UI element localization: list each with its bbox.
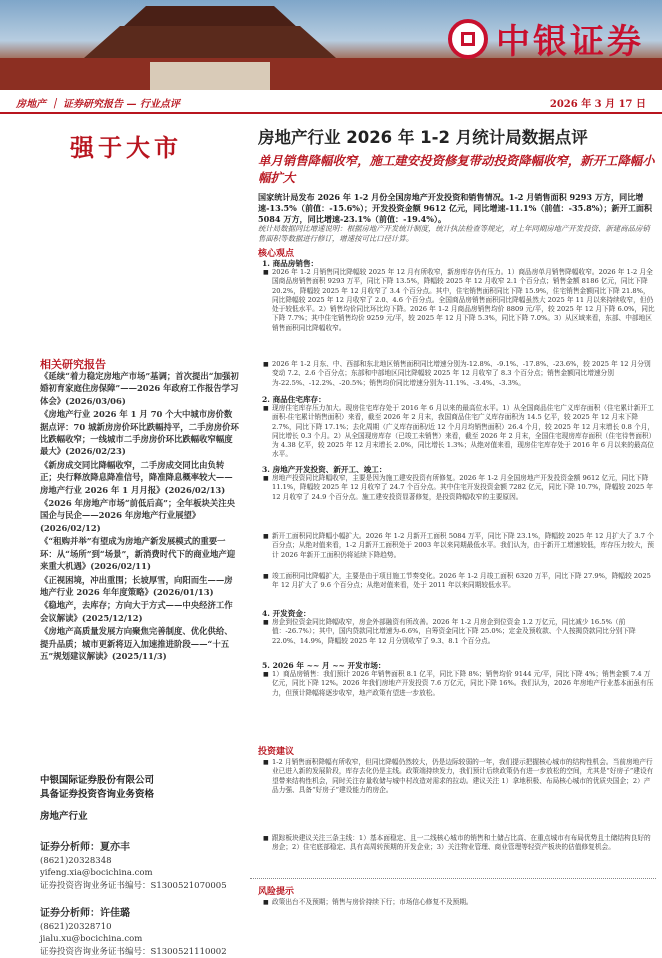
point-heading: 4. 开发资金： bbox=[262, 608, 311, 619]
stat-note: 统计局数据同比增速说明：根据房地产开发统计制度，统计执法检查等规定，对上年同期房地产开发投资、新建商品房销售面积等数据进行修订，增速按可比口径计算。 bbox=[258, 224, 656, 245]
section-core-points: 核心观点 bbox=[258, 246, 294, 259]
point-heading: 5. 2026 年 ~~ 月 ~~ 开发市场： bbox=[262, 660, 386, 671]
category-bar bbox=[0, 92, 662, 114]
point-heading: 2. 商品住宅库存： bbox=[262, 394, 326, 405]
company-qualification: 具备证券投资咨询业务资格 bbox=[40, 788, 240, 802]
brand bbox=[448, 14, 644, 63]
point-heading: 1. 商品房销售： bbox=[262, 258, 318, 269]
report-date: 2026 年 3 月 17 日 bbox=[550, 95, 646, 110]
analyst-license: 证券投资咨询业务证书编号：S1300521070005 bbox=[40, 880, 240, 893]
palace-roof-upper bbox=[110, 6, 310, 28]
company-name: 中银国际证券股份有限公司 bbox=[40, 774, 240, 788]
left-column bbox=[0, 118, 248, 936]
brand-name: 中银证券 bbox=[496, 14, 644, 63]
point-paragraph: ■ 1）商品房销售：我们预计 2026 年销售面积 8.1 亿平，同比下降 8%；销售均价 9144 元/平，同比下降 4%；销售金额 7.4 万亿元，同比下降 12%。2026 年我们房地产开发投资 7.6 万亿元，同比下降 16%。我们认为，2026 年房地产行业基本面虽有压力，但预计降幅将逐步收窄，地产政策有望进一步放松。 bbox=[272, 670, 656, 736]
point-paragraph: ■ 2026 年 1-2 月东、中、西部和东北地区销售面积同比增速分别为-12.8%、-9.1%、-17.8%、-23.6%，较 2025 年 12 月分别变动 7.2、2.6 个百分点；东部和中部地区同比降幅较 2025 年 12 月收窄了 8.3 个百分点；销售金额同比增速分别为-22.5%、-12.2%、-20.5%；销售均价同比增速分别为-11.1%、-3.4%、-3.3%。 bbox=[272, 360, 656, 390]
related-report-item[interactable]: 《正视困境，冲出重围；长坡厚雪，向阳而生——房地产行业 2026 年年度策略》(2026/01/13) bbox=[40, 574, 240, 599]
point-paragraph: ■ 新开工面积同比降幅小幅扩大。2026 年 1-2 月新开工面积 5084 万平，同比下降 23.1%，降幅较 2025 年 12 月扩大了 3.7 个百分点；从绝对值来看，1-2 月新开工面积处于 2003 年以来同期最低水平。我们认为，由于新开工增速较低，库存压力较大，预计 2026 年新开工面积仍将延续下降趋势。 bbox=[272, 532, 656, 570]
related-report-item[interactable]: 《延续“着力稳定房地产市场”基调；首次提出“加强初婚初育家庭住房保障”——2026 年政府工作报告学习体会》(2026/03/06) bbox=[40, 370, 240, 407]
related-report-item[interactable]: 《2026 年房地产市场“前低后高”；全年板块关注央国企与民企——2026 年房地产行业展望》(2026/02/12) bbox=[40, 497, 240, 534]
company-block bbox=[40, 774, 240, 824]
divider bbox=[250, 878, 656, 879]
rating-label: 强于大市 bbox=[70, 128, 182, 163]
analyst-name: 证券分析师：许佳璐 bbox=[40, 908, 240, 921]
report-category: 房地产 ｜ 证券研究报告 — 行业点评 bbox=[16, 95, 180, 110]
report-summary: 国家统计局发布 2026 年 1-2 月份全国房地产开发投资和销售情况。1-2 月销售面积 9293 万方，同比增速-13.5%（前值：-15.6%）；开发投资金额 9612 亿元，同比增速-11.1%（前值：-35.8%）；新开工面积 5084 万方，同比增速-23.1%（前值：-19.4%）。 bbox=[258, 192, 656, 225]
related-report-item[interactable]: 《新房成交同比降幅收窄，二手房成交同比由负转正；央行释放降息降准信号，降准降息概率较大——房地产行业 2026 年 1 月月报》(2026/02/13) bbox=[40, 459, 240, 496]
analyst-license: 证券投资咨询业务证书编号：S1300521110002 bbox=[40, 946, 240, 958]
related-report-item[interactable]: 《“租购并举”有望成为房地产新发展模式的重要一环：从“场所”到“场景”，新消费时代下的商业地产迎来重大机遇》(2026/02/11) bbox=[40, 535, 240, 572]
point-paragraph: ■ 房地产投资同比降幅收窄，主要是因为施工建安投资有所修复。2026 年 1-2 月全国房地产开发投资金额 9612 亿元，同比下降 11.1%，降幅较 2025 年 12 月收窄了 24.7 个百分点。其中住宅开发投资金额 7282 亿元，同比下降 10.7%，降幅较 2025 年 12 月收窄了 24.9 个百分点。施工建安投资显著修复，是投资降幅收窄的主要原因。 bbox=[272, 474, 656, 530]
section-risk: 风险提示 bbox=[258, 884, 294, 897]
point-paragraph: ■ 2026 年 1-2 月销售同比降幅较 2025 年 12 月有所收窄，新房库存仍有压力。1）商品房单月销售降幅收窄。2026 年 1-2 月全国商品房销售面积 9293 万平，同比下降 13.5%，降幅较 2025 年 12 月收窄 2.1 个百分点；销售金额 8186 亿元，同比下降 20.2%，降幅较 2025 年 12 月收窄了 3.4 个百分点。其中，住宅销售面积同比下降 15.9%，住宅销售金额同比下降 21.8%，同比降幅较 2025 年 12 月收窄了 2.0、4.6 个百分点。全国商品房销售面积同比降幅虽然大 2025 年 11 月以来持续收窄，但仍处于较低水平。2）销售均价同比环比均下降。2026 年 1-2 月商品房销售均价 8809 元/平，较 2025 年 12 月下降 6.0%，同比下降 7.7%；其中住宅销售均价 9259 元/平，较 2025 年 12 月下降 5.3%，同比下降 7.0%。3）从区域来看，东部、中部地区销售面积同比降幅收窄。 bbox=[272, 268, 656, 360]
point-heading: 3. 房地产开发投资、新开工、竣工： bbox=[262, 464, 386, 475]
related-report-item[interactable]: 《稳地产，去库存；方向大于方式——中央经济工作会议解读》(2025/12/12) bbox=[40, 599, 240, 624]
palace-stairs bbox=[150, 62, 270, 90]
related-reports-title: 相关研究报告 bbox=[40, 356, 106, 372]
analyst-email[interactable]: yifeng.xia@bocichina.com bbox=[40, 867, 240, 880]
invest-paragraph: ■ 跟踪板块建议关注三条主线：1）基本面稳定、且一二线核心城市的销售和土储占比高、在重点城市有布局优势且土储结构良好的房企；2）住宅底部稳定、具有高周转预期的开发企业；3）关注物业管理、商业管理等轻资产板块的估值修复机会。 bbox=[272, 834, 656, 872]
analyst-email[interactable]: jialu.xu@bocichina.com bbox=[40, 933, 240, 946]
related-report-item[interactable]: 《房地产高质量发展方向聚焦完善制度、优化供给、提升品质；城市更新将迈入加速推进阶段——“十五五”规划建议解读》(2025/11/3) bbox=[40, 625, 240, 662]
header-banner bbox=[0, 0, 662, 90]
right-column bbox=[250, 118, 656, 936]
analyst-phone: (8621)20328348 bbox=[40, 855, 240, 868]
point-paragraph: ■ 现房住宅库存压力加大。现房住宅库存处于 2016 年 6 月以来的最高位水平。1）从全国商品住宅广义库存面积（住宅累计新开工面积-住宅累计销售面积）来看，截至 2026 年 2 月末，我国商品住宅广义库存面积为 14.5 亿平，较 2025 年 12 月末下降 2.7%，同比下降 17.1%；去化周期（广义库存面积/近 12 个月月均销售面积）26.4 个月，较 2025 年 12 月末增长 0.8 个月，同比增长 0.3 个月。2）从全国现房库存（已竣工未销售）来看，截至 2026 年 2 月末，全国住宅现房库存面积（住宅待售面积）为 4.38 亿平，较 2025 年 12 月末增长 2.0%，同比增长 1.3%；从绝对值来看，现房住宅库存处于 2016 年 6 月以来的最高位水平。 bbox=[272, 404, 656, 460]
bank-logo-icon bbox=[448, 19, 488, 59]
report-subtitle: 单月销售降幅收窄，施工建安投资修复带动投资降幅收窄，新开工降幅小幅扩大 bbox=[258, 152, 656, 186]
analyst-phone: (8621)20328710 bbox=[40, 921, 240, 934]
invest-paragraph: ■ 1-2 月销售面积降幅有所收窄，但同比降幅仍然较大，仍是边际较弱的一年，我们提示把握核心城市的结构性机会。当前房地产行业已进入新的发展阶段，库存去化仍是主线。政策端持续发力，我们预计后续政策仍有进一步放松的空间，尤其是“好房子”建设有望带来结构性机会，同时关注存量收储与城中村改造对需求的拉动。建议关注 1）拿地积极、布局核心城市的优质央国企；2）产品力强、具备“好房子”建设能力的房企。 bbox=[272, 758, 656, 832]
point-paragraph: ■ 竣工面积同比降幅扩大，主要是由于项目施工节奏变化。2026 年 1-2 月竣工面积 6320 万平，同比下降 27.9%，降幅较 2025 年 12 月扩大了 9.6 个百分点；从绝对值来看，处于 2011 年以来同期较低水平。 bbox=[272, 572, 656, 602]
related-report-item[interactable]: 《房地产行业 2026 年 1 月 70 个大中城市房价数据点评：70 城新房房价环比跌幅持平，二手房房价环比跌幅收窄；一线城市二手房房价环比跌幅收窄幅度最大》(2026/02/23) bbox=[40, 408, 240, 458]
report-title: 房地产行业 2026 年 1-2 月统计局数据点评 bbox=[258, 124, 588, 148]
risk-paragraph: ■ 政策出台不及预期；销售与房价持续下行；市场信心修复不及预期。 bbox=[272, 898, 656, 910]
analyst-2 bbox=[40, 908, 240, 958]
analyst-1 bbox=[40, 842, 240, 892]
analyst-name: 证券分析师：夏亦丰 bbox=[40, 842, 240, 855]
point-paragraph: ■ 房企到位资金同比降幅收窄，房企外部融资有所改善。2026 年 1-2 月房企到位资金 1.2 万亿元，同比减少 16.5%（前值：-26.7%）；其中，国内贷款同比增速为-6.6%，自筹资金同比下降 25.0%；定金及预收款、个人按揭贷款同比分别下降 22.0%、14.9%，降幅较 2025 年 12 月分别收窄了 9.3、8.1 个百分点。 bbox=[272, 618, 656, 656]
company-sector: 房地产行业 bbox=[40, 810, 240, 824]
section-investment: 投资建议 bbox=[258, 744, 294, 757]
related-reports-list bbox=[40, 370, 240, 663]
